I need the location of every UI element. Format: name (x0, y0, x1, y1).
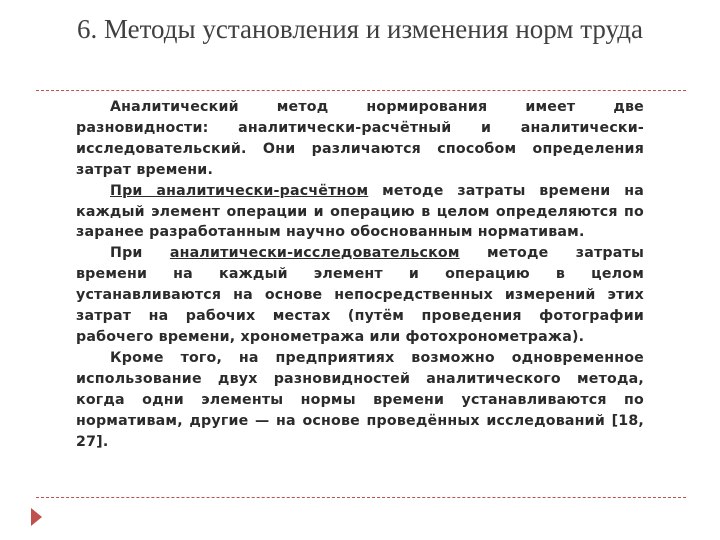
paragraph-1-text: Аналитический метод нормирования имеет две разновидности: аналитически-расчётный и аналитически-исследовательский. Они различаются способом определения затрат времени. (76, 99, 644, 178)
bottom-divider (36, 497, 686, 498)
paragraph-4-text: Кроме того, на предприятиях возможно одновременное использование двух разновидностей аналитического метода, когда одни элементы нормы времени устанавливаются по нормативам, другие — на основе проведённых исследований [18, 27]. (76, 349, 644, 450)
top-divider (36, 90, 686, 91)
paragraph-2-text: методе затраты времени на каждый элемент операции и операцию в целом определяются по заранее разработанным научно обоснованным нормативам. (76, 182, 644, 241)
paragraph-2-underlined: При аналитически-расчётном (110, 182, 369, 199)
slide-title: 6. Методы установления и изменения норм труда (76, 14, 644, 44)
paragraph-3-underlined: аналитически-исследовательском (169, 245, 460, 262)
text-block (76, 97, 644, 452)
paragraph-3-text: методе затраты времени на каждый элемент и операцию в целом устанавливаются на основе непосредственных измерений этих затрат на рабочих местах (путём проведения фотографии рабочего времени, хронометража или фотохронометража). (76, 245, 644, 345)
paragraph-2 (76, 181, 644, 244)
paragraph-3-lead: При (110, 245, 170, 262)
paragraph-4 (76, 348, 644, 453)
triangle-bullet-icon (31, 508, 42, 526)
paragraph-1 (76, 97, 644, 181)
paragraph-3 (76, 243, 644, 348)
